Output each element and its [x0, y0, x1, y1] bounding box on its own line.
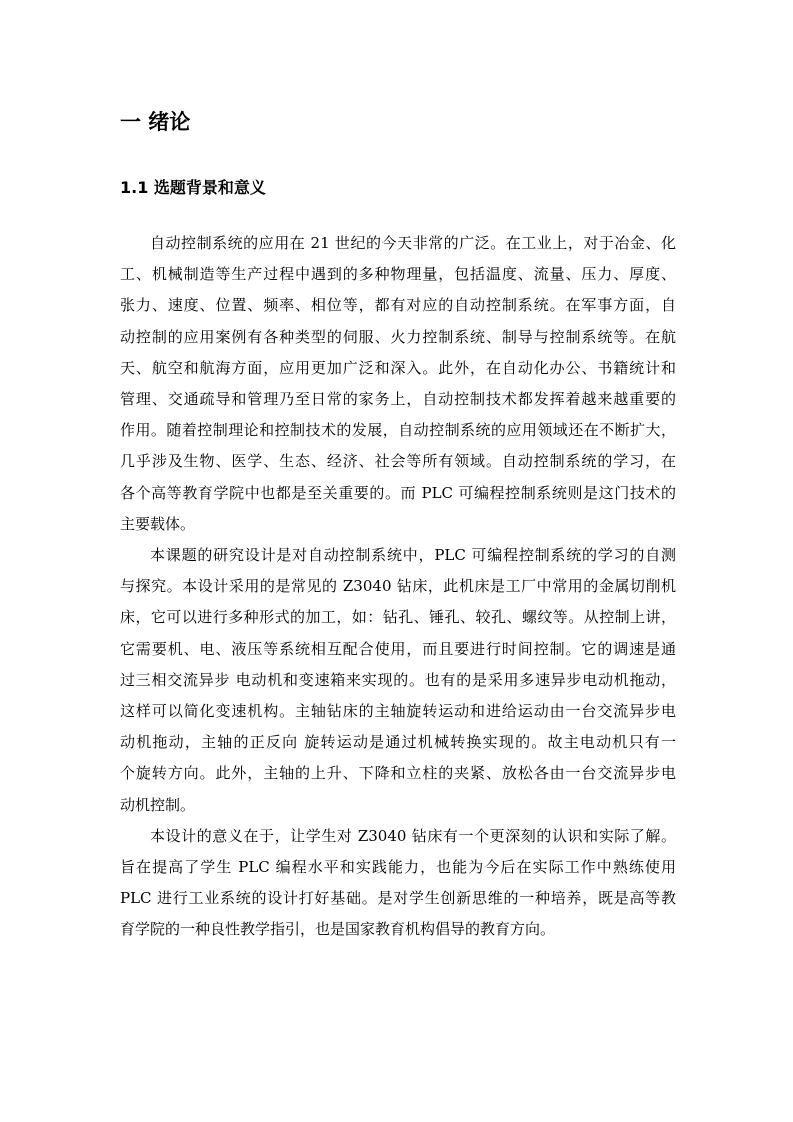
- body-paragraph: [120, 540, 676, 821]
- paragraph-line: 本课题的研究设计是对自动控制系统中，PLC 可编程控制系统的学习的自测: [150, 546, 676, 565]
- paragraph-line: 个旋转方向。此外，主轴的上升、下降和立柱的夹紧、放松各由一台交流异步电: [120, 764, 676, 783]
- paragraph-line: PLC 进行工业系统的设计打好基础。是对学生创新思维的一种培养，既是高等教: [120, 889, 676, 908]
- body-paragraph: [120, 228, 676, 540]
- paragraph-line: 本设计的意义在于，让学生对 Z3040 钻床有一个更深刻的认识和实际了解。: [150, 826, 676, 845]
- section-title: 1.1 选题背景和意义: [120, 178, 266, 197]
- paragraph-line: 动控制的应用案例有各种类型的伺服、火力控制系统、制导与控制系统等。在航: [120, 327, 676, 346]
- paragraph-line: 它需要机、电、液压等系统相互配合使用，而且要进行时间控制。它的调速是通: [120, 639, 676, 658]
- paragraph-line: 工、机械制造等生产过程中遇到的多种物理量，包括温度、流量、压力、厚度、: [120, 265, 676, 284]
- paragraph-line: 与探究。本设计采用的是常见的 Z3040 钻床，此机床是工厂中常用的金属切削机: [120, 577, 676, 596]
- paragraph-line: 天、航空和航海方面，应用更加广泛和深入。此外，在自动化办公、书籍统计和: [120, 358, 676, 377]
- paragraph-line: 几乎涉及生物、医学、生态、经济、社会等所有领域。自动控制系统的学习，在: [120, 452, 676, 471]
- paragraph-line: 自动控制系统的应用在 21 世纪的今天非常的广泛。在工业上，对于冶金、化: [150, 234, 676, 252]
- paragraph-line: 育学院的一种良性教学指引，也是国家教育机构倡导的教育方向。: [120, 920, 556, 939]
- paragraph-line: 旨在提高了学生 PLC 编程水平和实践能力，也能为今后在实际工作中熟练使用: [120, 858, 676, 877]
- paragraph-line: 过三相交流异步 电动机和变速箱来实现的。也有的是采用多速异步电动机拖动，: [120, 670, 676, 689]
- paragraph-line: 床，它可以进行多种形式的加工，如：钻孔、锤孔、较孔、螺纹等。从控制上讲，: [120, 608, 676, 627]
- paragraph-line: 管理、交通疏导和管理乃至日常的家务上，自动控制技术都发挥着越来越重要的: [120, 390, 676, 409]
- paragraph-line: 动机拖动，主轴的正反向 旋转运动是通过机械转换实现的。故主电动机只有一: [120, 733, 676, 752]
- chapter-title: 一 绪论: [120, 110, 191, 134]
- paragraph-line: 这样可以简化变速机构。主轴钻床的主轴旋转运动和进给运动由一台交流异步电: [120, 702, 676, 721]
- paragraph-line: 张力、速度、位置、频率、相位等，都有对应的自动控制系统。在军事方面，自: [120, 296, 676, 315]
- paragraph-line: 各个高等教育学院中也都是至关重要的。而 PLC 可编程控制系统则是这门技术的: [120, 483, 676, 502]
- paragraph-line: 动机控制。: [120, 795, 196, 814]
- body-paragraph: [120, 821, 676, 946]
- body-text: [120, 228, 676, 946]
- paragraph-line: 作用。随着控制理论和控制技术的发展，自动控制系统的应用领域还在不断扩大，: [120, 421, 676, 440]
- paragraph-line: 主要载体。: [120, 514, 196, 533]
